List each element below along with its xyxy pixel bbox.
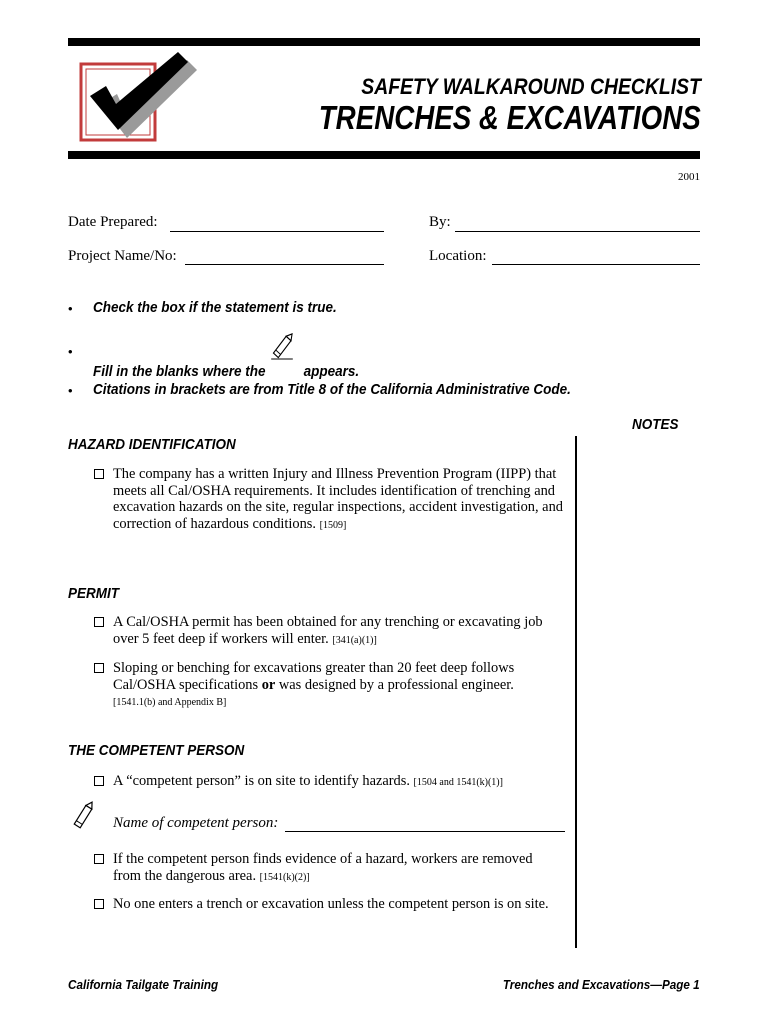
footer-left: California Tailgate Training	[68, 977, 219, 992]
checklist-title: SAFETY WALKAROUND CHECKLIST	[361, 74, 701, 99]
section-title-competent-person: THE COMPETENT PERSON	[68, 742, 245, 759]
checklist-subtitle: TRENCHES & EXCAVATIONS	[319, 99, 701, 136]
checklist-item: The company has a written Injury and Illness Prevention Program (IIPP) that meets all Cal/OSHA requirements. It includes identification of trenching and excavation hazards on the site, regular inspections, accident investigation, and correction of hazardous conditions. [1509]	[113, 466, 563, 532]
project-label: Project Name/No:	[68, 248, 177, 264]
notes-heading: NOTES	[632, 416, 679, 433]
by-field[interactable]	[455, 231, 700, 232]
year-label: 2001	[678, 171, 700, 183]
bullet: •	[68, 383, 73, 398]
instruction-check-box: Check the box if the statement is true.	[93, 299, 337, 316]
header-top-rule	[68, 38, 700, 46]
instruction-text: Fill in the blanks where the	[93, 363, 266, 380]
by-label: By:	[429, 214, 451, 230]
section-title-hazard: HAZARD IDENTIFICATION	[68, 436, 236, 453]
checkbox[interactable]	[94, 776, 104, 786]
location-label: Location:	[429, 248, 487, 264]
citation: [1504 and 1541(k)(1)]	[413, 777, 503, 788]
checkbox[interactable]	[94, 854, 104, 864]
instruction-fill-blanks	[93, 342, 359, 380]
instruction-citations: Citations in brackets are from Title 8 of the California Administrative Code.	[93, 381, 571, 398]
competent-person-name-field[interactable]	[285, 831, 565, 832]
citation: [1541.1(b) and Appendix B]	[113, 697, 227, 708]
footer-right: Trenches and Excavations—Page 1	[503, 977, 700, 992]
date-prepared-label: Date Prepared:	[68, 214, 158, 230]
checkbox[interactable]	[94, 663, 104, 673]
bullet: •	[68, 344, 73, 359]
checklist-item: A “competent person” is on site to identify hazards. [1504 and 1541(k)(1)]	[113, 773, 503, 789]
project-field[interactable]	[185, 264, 384, 265]
bullet: •	[68, 301, 73, 316]
location-field[interactable]	[492, 264, 700, 265]
pencil-icon	[70, 796, 100, 832]
checklist-item: A Cal/OSHA permit has been obtained for any trenching or excavating job over 5 feet deep if workers will enter. [341(a)(1)]	[113, 614, 543, 647]
competent-person-name-label: Name of competent person:	[113, 815, 279, 831]
checkbox[interactable]	[94, 469, 104, 479]
notes-divider	[575, 436, 577, 948]
citation: [1541(k)(2)]	[259, 871, 310, 883]
instruction-text: appears.	[303, 363, 360, 380]
citation: [1509]	[319, 519, 347, 531]
checkmark-box-icon	[78, 50, 198, 146]
checklist-item: No one enters a trench or excavation unless the competent person is on site.	[113, 896, 549, 912]
emphasis-or: or	[261, 676, 276, 693]
checklist-item: If the competent person finds evidence of a hazard, workers are removed from the dangerous area. [1541(k)(2)]	[113, 851, 533, 884]
section-title-permit: PERMIT	[68, 585, 120, 602]
date-prepared-field[interactable]	[170, 231, 384, 232]
header-bottom-rule	[68, 151, 700, 159]
checkbox[interactable]	[94, 899, 104, 909]
citation: [341(a)(1)]	[332, 634, 377, 646]
checklist-item: Sloping or benching for excavations greater than 20 feet deep follows Cal/OSHA specifications or was designed by a professional engineer. [1541.1(b) and Appendix B]	[113, 660, 515, 708]
checkbox[interactable]	[94, 617, 104, 627]
pencil-icon	[269, 342, 300, 362]
